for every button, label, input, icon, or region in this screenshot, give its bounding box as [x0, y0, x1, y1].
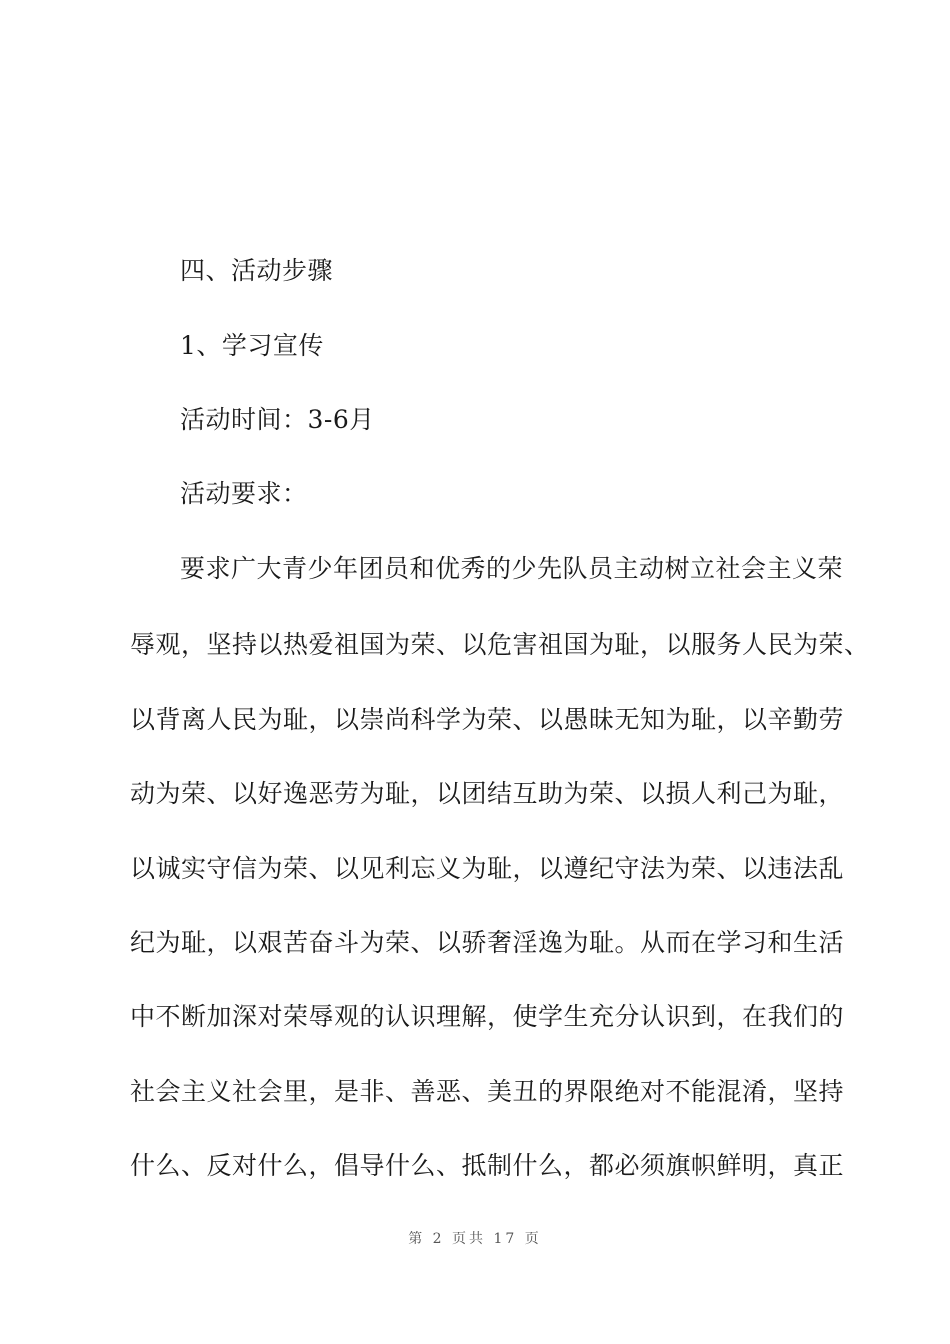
subheading-study-promotion: 1、学习宣传 — [180, 331, 324, 360]
paragraph-line: 辱观，坚持以热爱祖国为荣、以危害祖国为耻，以服务人民为荣、 — [130, 630, 870, 659]
paragraph-line: 以背离人民为耻，以崇尚科学为荣、以愚昧无知为耻，以辛勤劳 — [130, 705, 845, 734]
paragraph-line: 中不断加深对荣辱观的认识理解，使学生充分认识到，在我们的 — [130, 1002, 845, 1031]
paragraph-line: 以诚实守信为荣、以见利忘义为耻，以遵纪守法为荣、以违法乱 — [130, 854, 845, 883]
paragraph-line: 社会主义社会里，是非、善恶、美丑的界限绝对不能混淆，坚持 — [130, 1077, 845, 1106]
section-heading-steps: 四、活动步骤 — [180, 256, 334, 285]
paragraph-line: 要求广大青少年团员和优秀的少先队员主动树立社会主义荣 — [180, 554, 844, 583]
activity-time: 活动时间：3-6月 — [180, 405, 375, 434]
page-number-footer: 第 2 页共 17 页 — [408, 1231, 542, 1247]
paragraph-line: 什么、反对什么，倡导什么、抵制什么，都必须旗帜鲜明，真正 — [130, 1151, 845, 1180]
paragraph-line: 纪为耻，以艰苦奋斗为荣、以骄奢淫逸为耻。从而在学习和生活 — [130, 928, 845, 957]
paragraph-line: 动为荣、以好逸恶劳为耻，以团结互助为荣、以损人利己为耻， — [130, 779, 845, 808]
activity-requirements-label: 活动要求： — [180, 479, 308, 508]
